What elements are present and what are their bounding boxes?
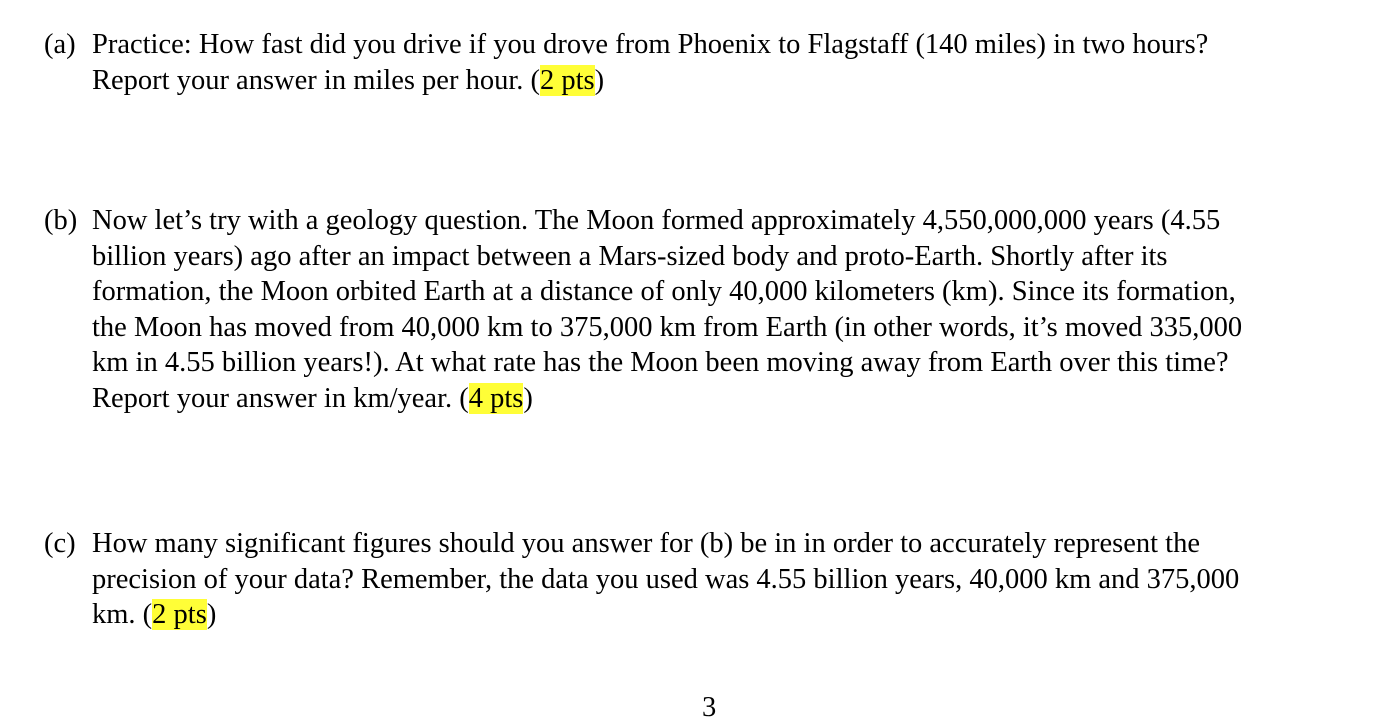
question-line: precision of your data? Remember, the data you used was 4.55 billion years, 40,000 km and 375,000 bbox=[92, 563, 1240, 595]
question-a bbox=[44, 27, 1374, 98]
question-marker: (a) bbox=[44, 29, 76, 60]
question-line bbox=[44, 526, 1374, 562]
question-c bbox=[44, 526, 1374, 633]
question-line bbox=[44, 597, 1374, 633]
points-highlight: 4 pts bbox=[468, 382, 524, 414]
question-line bbox=[44, 381, 1374, 417]
question-text: ) bbox=[523, 382, 533, 414]
question-line bbox=[44, 27, 1374, 63]
question-text: Report your answer in miles per hour. ( bbox=[92, 64, 540, 96]
question-line bbox=[44, 63, 1374, 99]
question-text: Report your answer in km/year. ( bbox=[92, 382, 469, 414]
question-line: the Moon has moved from 40,000 km to 375,000 km from Earth (in other words, it’s moved 335,000 bbox=[92, 311, 1243, 343]
page-number: 3 bbox=[702, 692, 717, 723]
question-text: km. ( bbox=[92, 599, 153, 631]
question-line: km in 4.55 billion years!). At what rate has the Moon been moving away from Earth over this time? bbox=[92, 347, 1229, 379]
question-line bbox=[44, 203, 1374, 239]
question-b bbox=[44, 203, 1374, 417]
question-text: Now let’s try with a geology question. The Moon formed approximately 4,550,000,000 years (4.55 bbox=[92, 205, 1221, 236]
points-highlight: 2 pts bbox=[152, 599, 207, 631]
question-line: billion years) ago after an impact between a Mars-sized body and proto-Earth. Shortly after its bbox=[92, 240, 1168, 272]
question-text: How many significant figures should you answer for (b) be in in order to accurately represent the bbox=[92, 528, 1200, 559]
question-marker: (c) bbox=[44, 528, 76, 559]
question-text: Practice: How fast did you drive if you drove from Phoenix to Flagstaff (140 miles) in two hours? bbox=[92, 29, 1209, 60]
question-line: formation, the Moon orbited Earth at a distance of only 40,000 kilometers (km). Since its formation, bbox=[92, 276, 1236, 308]
points-highlight: 2 pts bbox=[539, 64, 595, 96]
question-text: ) bbox=[206, 599, 217, 631]
question-text: ) bbox=[594, 64, 605, 96]
question-marker: (b) bbox=[44, 205, 78, 236]
